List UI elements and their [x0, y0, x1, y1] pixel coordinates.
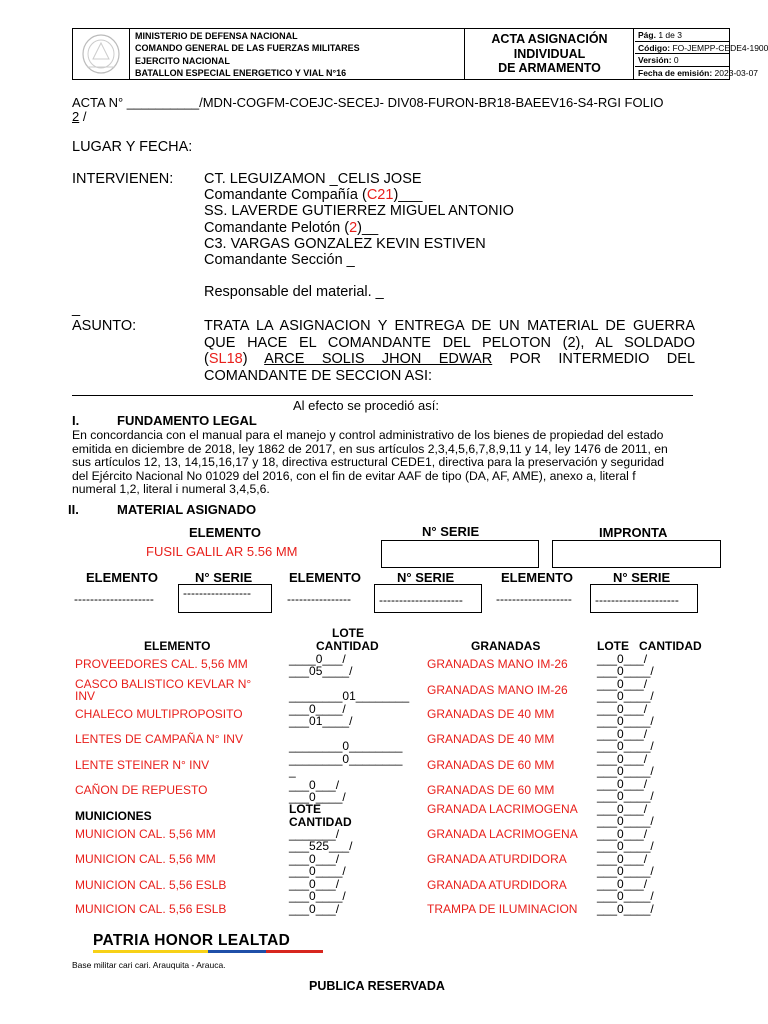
cantidad-value: ___0____/ — [597, 714, 654, 728]
equipment-name: LENTES DE CAMPAÑA N° INV — [75, 732, 243, 746]
grenade-name: GRANADAS MANO IM-26 — [427, 657, 568, 671]
lote-value: ____0___/ — [289, 652, 346, 666]
col-header-lote-cantidad: LOTE CANTIDAD — [597, 639, 702, 653]
org-line: EJERCITO NACIONAL — [135, 55, 230, 66]
lote-value: _______/ — [289, 827, 340, 841]
grenade-name: GRANADA ATURDIDORA — [427, 852, 567, 866]
title-line: ACTA ASIGNACIÓN — [491, 32, 608, 46]
section-number: I. — [72, 413, 80, 428]
grenade-name: GRANADAS MANO IM-26 — [427, 683, 568, 697]
col-header-elemento: ELEMENTO — [144, 639, 211, 653]
document-title — [466, 29, 634, 79]
asunto-line: COMANDANTE DE SECCION ASI: — [204, 367, 433, 384]
grenade-name: GRANADA ATURDIDORA — [427, 878, 567, 892]
asunto-label: ASUNTO: — [72, 318, 137, 334]
serial-placeholder: --------------------- — [595, 593, 679, 607]
cantidad-value: ___05____/ — [289, 664, 353, 678]
lote-value: ___0___/ — [597, 777, 648, 791]
serial-number-field[interactable] — [590, 584, 698, 613]
lote-value: ___0___/ — [597, 702, 648, 716]
intervienen-list — [204, 171, 514, 300]
page-number: Pág. 1 de 3 — [635, 29, 729, 42]
lote-value: ___0___/ — [597, 877, 648, 891]
lote-value: ___0___/ — [597, 802, 648, 816]
intervienen-label: INTERVIENEN: — [72, 171, 174, 187]
slogan: PATRIA HONOR LEALTAD — [93, 932, 291, 949]
col-header-impronta: IMPRONTA — [599, 525, 668, 540]
serial-number-field[interactable] — [381, 540, 539, 568]
grenade-name: GRANADAS DE 60 MM — [427, 783, 555, 797]
organization-block — [130, 29, 465, 79]
participant-name: CT. LEGUIZAMON _CELIS JOSE — [204, 171, 422, 187]
cantidad-value: ___0____/ — [597, 814, 654, 828]
document-version: Versión: 0 — [635, 54, 729, 67]
col-header-cantidad: CANTIDAD — [316, 639, 379, 653]
equipment-name: LENTE STEINER N° INV — [75, 758, 210, 772]
cantidad-value: ________01________ — [289, 689, 410, 703]
cantidad-value: ________0________ — [289, 739, 403, 753]
lote-value: ___0___/ — [597, 827, 648, 841]
element-field: -------------------- — [74, 592, 154, 606]
municiones-label: MUNICIONES — [75, 809, 152, 823]
section-title: FUNDAMENTO LEGAL — [117, 413, 257, 428]
cantidad-value: ___0____/ — [597, 839, 654, 853]
cantidad-value: ________0________ — [289, 752, 403, 766]
grenade-name: GRANADAS DE 40 MM — [427, 707, 555, 721]
army-emblem-icon — [73, 29, 129, 79]
org-line: COMANDO GENERAL DE LAS FUERZAS MILITARES — [135, 43, 360, 54]
classification-label: PUBLICA RESERVADA — [309, 979, 445, 993]
participant-role: Comandante Compañía (C21)___ — [204, 187, 423, 204]
lote-value: ___0___/ — [597, 852, 648, 866]
equipment-name: CASCO BALISTICO KEVLAR N° — [75, 677, 252, 691]
col-header-cantidad: CANTIDAD — [289, 815, 352, 829]
lote-value: ___0___/ — [597, 677, 648, 691]
serial-placeholder: ----------------- — [183, 586, 251, 600]
col-header-elemento: ELEMENTO — [189, 525, 261, 540]
flag-stripe — [93, 950, 323, 953]
cantidad-value: ___0____/ — [597, 689, 654, 703]
asunto-text — [204, 318, 695, 384]
impronta-field[interactable] — [552, 540, 721, 568]
cantidad-value: ___525___/ — [289, 839, 353, 853]
paragraph-line: numeral 1,2, literal i numeral 3,4,5,6. — [72, 482, 270, 497]
army-logo — [73, 29, 130, 79]
col-header-serie: N° SERIE — [422, 524, 480, 539]
lote-value: ___0___/ — [597, 652, 648, 666]
grenade-name: GRANADAS DE 60 MM — [427, 758, 555, 772]
element-field: ---------------- — [287, 592, 351, 606]
document-code: Código: FO-JEMPP-CEDE4-1900 — [635, 42, 729, 55]
emission-date: Fecha de emisión: 2023-03-07 — [638, 67, 759, 78]
equipment-name: PROVEEDORES CAL. 5,56 MM — [75, 657, 248, 671]
ammo-name: MUNICION CAL. 5,56 MM — [75, 827, 216, 841]
document-header — [72, 28, 768, 80]
lote-value: ___0___/ — [289, 778, 340, 792]
grenade-name: GRANADA LACRIMOGENA — [427, 802, 578, 816]
paragraph-line: En concordancia con el manual para el manejo y control administrativo de los bienes de propiedad del estado — [72, 428, 664, 442]
title-line: DE ARMAMENTO — [498, 61, 601, 75]
col-header-granadas: GRANADAS — [471, 639, 541, 653]
section-number: II. — [68, 502, 79, 517]
lote-value: ___0___/ — [289, 902, 340, 916]
col-header-elemento: ELEMENTO — [289, 570, 361, 585]
lote-value: ___0____/ — [289, 702, 346, 716]
grenade-name: TRAMPA DE ILUMINACION — [427, 902, 578, 916]
equipment-name: CHALECO MULTIPROPOSITO — [75, 707, 243, 721]
lote-value: _ — [289, 764, 296, 778]
weapon-name: FUSIL GALIL AR 5.56 MM — [146, 544, 298, 559]
lote-value: ___0___/ — [289, 852, 340, 866]
grenade-name: GRANADAS DE 40 MM — [427, 732, 555, 746]
col-header-lote: LOTE — [332, 626, 364, 640]
cantidad-value: ___0____/ — [289, 790, 346, 804]
ammo-name: MUNICION CAL. 5,56 ESLB — [75, 878, 227, 892]
acta-folio: 2 / — [72, 109, 87, 124]
cantidad-value: ___0____/ — [597, 664, 654, 678]
efecto-text: Al efecto se procedió así: — [293, 398, 439, 413]
serial-number-field[interactable] — [374, 584, 482, 613]
element-field: ------------------- — [496, 592, 572, 606]
participant-name: C3. VARGAS GONZALEZ KEVIN ESTIVEN — [204, 235, 486, 252]
cantidad-value: ___01____/ — [289, 714, 353, 728]
asunto-line: QUE HACE EL COMANDANTE DEL PELOTON (2), AL SOLDADO — [204, 334, 695, 351]
col-header-elemento: ELEMENTO — [86, 570, 158, 585]
serial-placeholder: --------------------- — [379, 593, 463, 607]
participant-role: Comandante Pelotón (2)__ — [204, 219, 379, 236]
equipment-name: CAÑON DE REPUESTO — [75, 783, 208, 797]
ammo-name: MUNICION CAL. 5,56 ESLB — [75, 902, 227, 916]
col-header-serie: N° SERIE — [613, 570, 671, 585]
participant-role: Responsable del material. _ — [204, 284, 384, 301]
asunto-line: TRATA LA ASIGNACION Y ENTREGA DE UN MATERIAL DE GUERRA — [204, 318, 695, 334]
org-line: MINISTERIO DE DEFENSA NACIONAL — [135, 31, 298, 41]
paragraph-line: sus artículos 12, 13, 14,15,16,17 y 18, directiva estructural CEDE1, directiva para la preservación y seguridad — [72, 455, 665, 470]
cantidad-value: ___0____/ — [289, 864, 346, 878]
grenade-name: GRANADA LACRIMOGENA — [427, 827, 578, 841]
cantidad-value: ___0____/ — [597, 764, 654, 778]
divider — [72, 395, 693, 396]
title-line: INDIVIDUAL — [513, 46, 586, 61]
org-line: BATALLON ESPECIAL ENERGETICO Y VIAL N°16 — [135, 67, 347, 78]
lote-value: ___0___/ — [597, 727, 648, 741]
participant-name: SS. LAVERDE GUTIERREZ MIGUEL ANTONIO — [204, 203, 514, 220]
separator-mark: _ — [72, 301, 81, 317]
paragraph-line: emitida en diciembre de 2018, ley 1862 de 2017, en sus artículos 2,3,4,5,6,7,8,9,11 y 14, ley 1476 de 2011, en — [72, 441, 668, 456]
equipment-name-cont: INV — [75, 689, 96, 703]
footer-address: Base militar cari cari. Arauquita - Arauca. — [72, 960, 226, 970]
col-header-lote: LOTE — [289, 802, 321, 816]
serial-number-field[interactable] — [178, 584, 272, 613]
cantidad-value: ___0____/ — [597, 739, 654, 753]
acta-number: ACTA N° __________/MDN-COGFM-COEJC-SECEJ- DIV08-FURON-BR18-BAEEV16-S4-RGI FOLIO — [72, 95, 664, 110]
section-title: MATERIAL ASIGNADO — [117, 502, 257, 517]
cantidad-value: ___0____/ — [597, 789, 654, 803]
cantidad-value: ___0____/ — [597, 864, 654, 878]
document-meta — [635, 29, 768, 79]
fundamento-legal-text — [72, 429, 702, 497]
paragraph-line: del Ejército Nacional No 01029 del 2016, con el fin de evitar AAF de tipo (DA, AF, AME), anexo a, literal f — [72, 468, 636, 483]
cantidad-value: ___0____/ — [597, 889, 654, 903]
lote-value: ___0___/ — [289, 877, 340, 891]
ammo-name: MUNICION CAL. 5,56 MM — [75, 852, 216, 866]
lugar-fecha-label: LUGAR Y FECHA: — [72, 139, 193, 155]
lote-value: ___0___/ — [597, 752, 648, 766]
col-header-elemento: ELEMENTO — [501, 570, 573, 585]
asunto-line: (SL18) ARCE SOLIS JHON EDWAR POR INTERMEDIO DEL — [204, 351, 696, 367]
participant-role: Comandante Sección _ — [204, 252, 355, 269]
lote-value: ___0____/ — [597, 902, 654, 916]
cantidad-value: ___0____/ — [289, 889, 346, 903]
col-header-serie: N° SERIE — [195, 570, 253, 585]
col-header-serie: N° SERIE — [397, 570, 455, 585]
